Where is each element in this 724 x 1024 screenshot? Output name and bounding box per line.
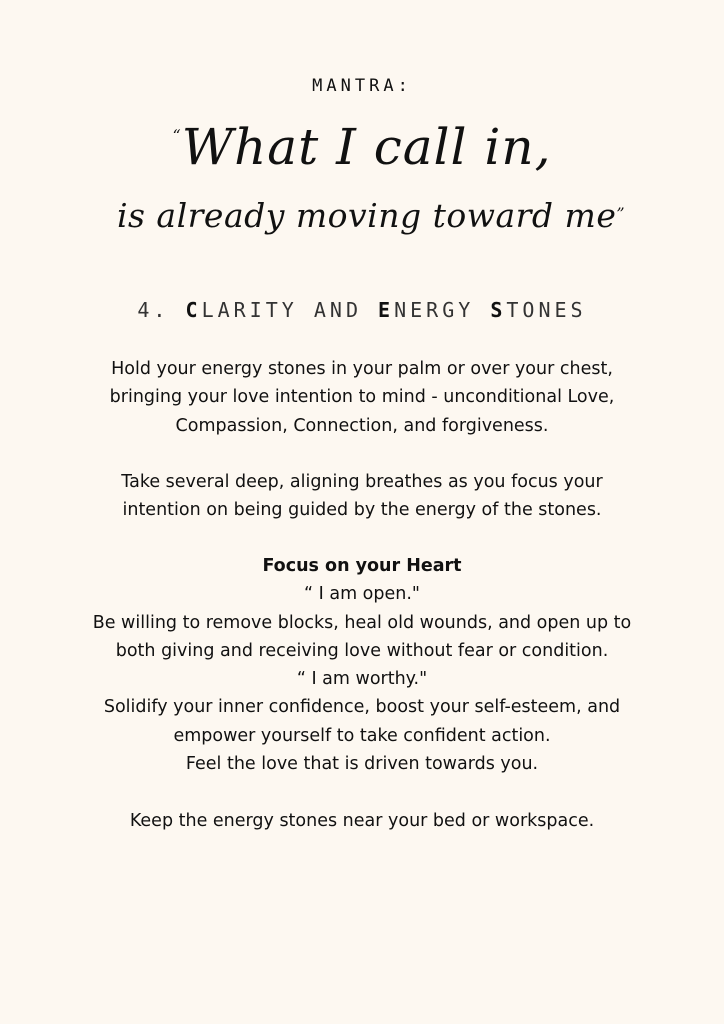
focus-section (60, 552, 664, 778)
heading-number: 4. (137, 298, 170, 322)
paragraph-line: both giving and receiving love without fear or condition. (115, 640, 609, 661)
paragraph-line: Hold your energy stones in your palm or over your chest, (111, 359, 613, 379)
affirmation-open: “ I am open." (304, 584, 420, 605)
paragraph-line: bringing your love intention to mind - unconditional Love, (109, 387, 615, 408)
open-quote: “ (172, 126, 182, 145)
paragraph-breathing (60, 468, 664, 525)
paragraph-line: empower yourself to take confident action. (173, 725, 551, 746)
mantra-line-1 (0, 118, 724, 176)
closing-line: Keep the energy stones near your bed or workspace. (129, 811, 595, 831)
heading-word-1: LARITY (201, 298, 298, 322)
paragraph-line: Take several deep, aligning breathes as you focus your (121, 472, 603, 492)
mantra-line-1-text: What I call in, (181, 118, 552, 176)
paragraph-line: Be willing to remove blocks, heal old wounds, and open up to (92, 612, 632, 633)
heading-joiner: AND (313, 298, 362, 322)
heading-word-2: NERGY (394, 298, 475, 322)
paragraph-line: Compassion, Connection, and forgiveness. (175, 415, 549, 436)
paragraph-instructions (60, 355, 664, 440)
heading-initial-s: S (490, 298, 507, 322)
affirmation-worthy: “ I am worthy." (296, 669, 428, 690)
heading-initial-e: E (378, 298, 395, 322)
heading-word-3: TONES (506, 298, 587, 322)
focus-title: Focus on your Heart (262, 556, 462, 576)
paragraph-line: Feel the love that is driven towards you. (185, 754, 539, 775)
paragraph-line: Solidify your inner confidence, boost your self-esteem, and (103, 697, 621, 718)
mantra-line-2 (0, 196, 724, 235)
paragraph-line: intention on being guided by the energy of the stones. (122, 500, 602, 521)
section-heading (0, 298, 724, 322)
close-quote: ” (616, 204, 626, 223)
closing-text (60, 807, 664, 835)
mantra-line-2-text: is already moving toward me (116, 196, 617, 235)
mantra-label: MANTRA: (312, 76, 412, 96)
heading-initial-c: C (185, 298, 202, 322)
